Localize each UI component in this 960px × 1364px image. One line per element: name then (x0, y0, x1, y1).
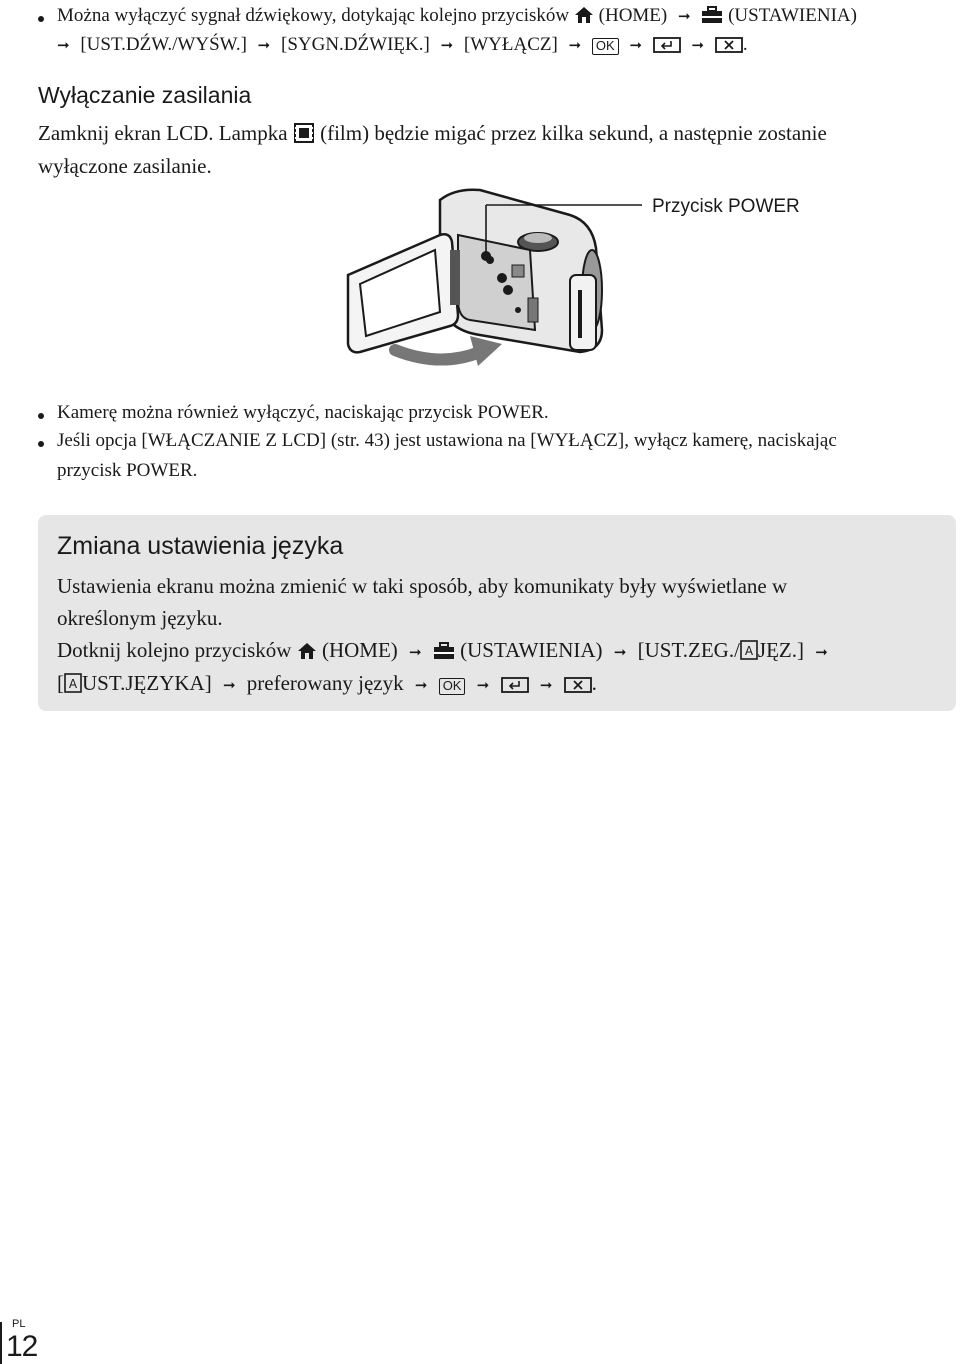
panel-text: Dotknij kolejno przycisków (57, 638, 292, 662)
page-language-code: PL (12, 1318, 26, 1330)
arrow-icon: ➞ (568, 36, 582, 54)
svg-text:A: A (68, 677, 78, 691)
arrow-icon: ➞ (691, 36, 705, 54)
language-icon (740, 640, 758, 666)
section-heading: Wyłączanie zasilania (38, 82, 252, 108)
bullet-marker (38, 441, 44, 447)
note-2-line-1: Jeśli opcja [WŁĄCZANIE Z LCD] (str. 43) jest ustawiona na [WYŁĄCZ], wyłącz kamerę, naciskając (57, 430, 837, 451)
ok-button-icon: OK (592, 38, 619, 55)
arrow-icon: ➞ (629, 36, 643, 54)
home-icon (297, 641, 317, 666)
language-icon (64, 673, 82, 699)
step-label: [WYŁĄCZ] (463, 34, 558, 55)
arrow-icon: ➞ (257, 36, 271, 54)
bullet-marker (38, 413, 44, 419)
step-label: JĘZ.] (757, 638, 804, 662)
arrow-icon: ➞ (539, 676, 553, 694)
arrow-icon: ➞ (222, 676, 236, 694)
panel-line-3 (57, 638, 834, 666)
close-icon (715, 37, 743, 59)
svg-text:A: A (744, 644, 754, 658)
arrow-icon: ➞ (409, 643, 422, 661)
panel-title: Zmiana ustawienia języka (57, 532, 344, 560)
arrow-icon: ➞ (815, 643, 828, 661)
step-label: UST.JĘZYKA] (82, 671, 212, 695)
page-edge-rule (0, 1322, 2, 1364)
toolbox-icon (701, 6, 723, 30)
step-label: preferowany język (246, 671, 404, 695)
home-label: (HOME) (321, 638, 398, 662)
step-label: [UST.DŹW./WYŚW.] (80, 34, 247, 55)
bullet-1-line-2 (57, 34, 748, 59)
settings-label: (USTAWIENIA) (728, 5, 857, 26)
period: . (591, 671, 597, 695)
paragraph-text: (film) będzie migać przez kilka sekund, a następnie zostanie (320, 121, 827, 145)
arrow-icon: ➞ (613, 643, 627, 661)
panel-line-4 (57, 671, 597, 699)
close-icon (564, 674, 592, 699)
step-label: [ (57, 671, 64, 695)
step-label: [UST.ZEG./ (637, 638, 740, 662)
panel-line-1: Ustawienia ekranu można zmienić w taki sposób, aby komunikaty były wyświetlane w (57, 574, 788, 598)
arrow-icon: ➞ (57, 36, 70, 54)
ok-button-icon: OK (439, 678, 466, 695)
note-1: Kamerę można również wyłączyć, naciskając przycisk POWER. (57, 402, 549, 423)
page-number: 12 (6, 1330, 38, 1363)
arrow-icon: ➞ (414, 676, 428, 694)
arrow-icon: ➞ (440, 36, 454, 54)
film-icon (293, 123, 315, 149)
arrow-icon: ➞ (678, 7, 691, 25)
return-icon (501, 674, 529, 699)
camcorder-illustration (330, 180, 660, 380)
paragraph-text: wyłączone zasilanie. (38, 154, 212, 178)
power-button-callout: Przycisk POWER (652, 196, 800, 217)
note-2-line-2: przycisk POWER. (57, 460, 198, 481)
bullet-1-line-1 (57, 5, 857, 30)
arrow-icon: ➞ (476, 676, 490, 694)
step-label: [SYGN.DŹWIĘK.] (281, 34, 430, 55)
home-icon (574, 6, 594, 30)
bullet-marker (38, 16, 44, 22)
toolbox-icon (433, 641, 455, 666)
settings-label: (USTAWIENIA) (460, 638, 603, 662)
panel-line-2: określonym języku. (57, 606, 223, 630)
section-paragraph-line-1 (38, 121, 827, 149)
section-paragraph-line-2 (38, 154, 212, 179)
paragraph-text: Zamknij ekran LCD. Lampka (38, 121, 288, 145)
period: . (742, 34, 748, 55)
return-icon (653, 37, 681, 59)
bullet-1-text: Można wyłączyć sygnał dźwiękowy, dotykając kolejno przycisków (57, 5, 570, 26)
home-label: (HOME) (598, 5, 668, 26)
